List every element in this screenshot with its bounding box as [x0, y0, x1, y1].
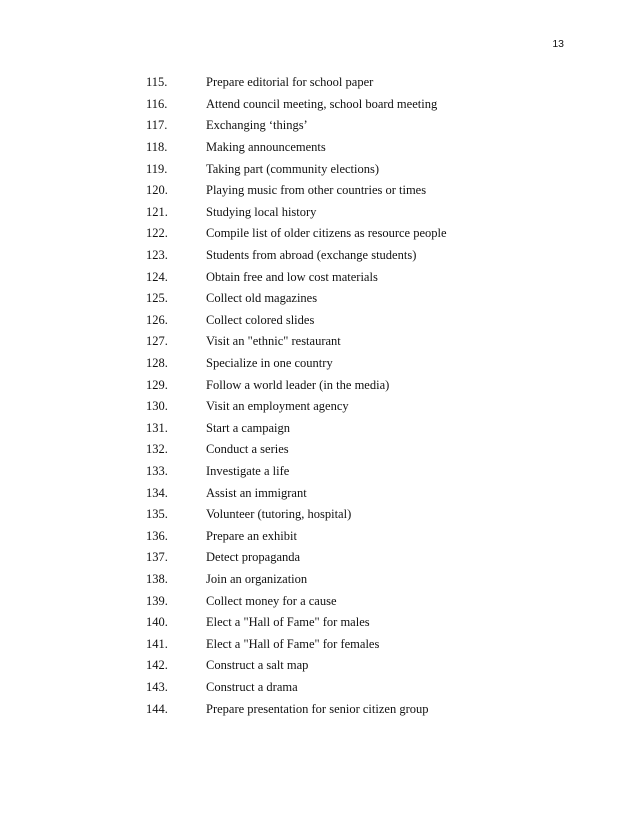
list-item [146, 94, 447, 116]
list-item-number: 124. [146, 269, 168, 284]
list-item-number: 141. [146, 636, 168, 651]
list-item-text: Students from abroad (exchange students) [206, 248, 417, 263]
list-item [146, 590, 447, 612]
list-item [146, 288, 447, 310]
list-item-number: 139. [146, 593, 168, 608]
list-item-text: Elect a "Hall of Fame" for females [206, 636, 380, 651]
list-item-number: 143. [146, 679, 168, 694]
list-item-text: Compile list of older citizens as resource people [206, 226, 447, 241]
list-item [146, 310, 447, 332]
list-item-text: Detect propaganda [206, 550, 301, 565]
list-item-text: Collect colored slides [206, 312, 315, 327]
list-item-number: 131. [146, 420, 168, 435]
list-item-text: Visit an "ethnic" restaurant [206, 334, 341, 349]
list-item-text: Studying local history [206, 204, 317, 219]
list-item-number: 136. [146, 528, 168, 543]
list-item-text: Start a campaign [206, 420, 290, 435]
list-item-number: 118. [146, 140, 168, 155]
list-item-text: Conduct a series [206, 442, 289, 457]
list-item-number: 125. [146, 291, 168, 306]
list-item-number: 120. [146, 183, 168, 198]
list-item-text: Exchanging ‘things’ [206, 118, 308, 133]
list-item [146, 461, 447, 483]
list-item [146, 547, 447, 569]
list-item-number: 130. [146, 399, 168, 414]
list-item-number: 129. [146, 377, 168, 392]
list-item-number: 122. [146, 226, 168, 241]
list-item [146, 158, 447, 180]
list-item-number: 133. [146, 463, 168, 478]
list-item-text: Playing music from other countries or times [206, 183, 427, 198]
list-item [146, 331, 447, 353]
list-item [146, 439, 447, 461]
list-item-text: Prepare presentation for senior citizen group [206, 701, 429, 716]
list-item [146, 677, 447, 699]
list-item-number: 140. [146, 615, 168, 630]
list-item [146, 396, 447, 418]
list-item-text: Elect a "Hall of Fame" for males [206, 615, 370, 630]
list-item-number: 115. [146, 75, 168, 90]
list-item-number: 128. [146, 356, 168, 371]
list-item-number: 117. [146, 118, 168, 133]
list-item-number: 121. [146, 204, 168, 219]
list-item [146, 612, 447, 634]
list-item-text: Follow a world leader (in the media) [206, 377, 390, 392]
list-item-number: 116. [146, 96, 168, 111]
list-item-text: Attend council meeting, school board meeting [206, 96, 438, 111]
list-item [146, 374, 447, 396]
page-number: 13 [552, 38, 564, 50]
list-item-text: Taking part (community elections) [206, 161, 380, 176]
list-item-text: Prepare an exhibit [206, 528, 297, 543]
list-item-text: Construct a salt map [206, 658, 309, 673]
list-item-text: Collect money for a cause [206, 593, 337, 608]
list-item-number: 126. [146, 312, 168, 327]
list-item-number: 137. [146, 550, 168, 565]
list-item-number: 134. [146, 485, 168, 500]
list-item [146, 418, 447, 440]
list-item-number: 138. [146, 571, 168, 586]
list-item-number: 135. [146, 507, 168, 522]
list-item-number: 142. [146, 658, 168, 673]
list-item-text: Construct a drama [206, 679, 298, 694]
list-item-number: 119. [146, 161, 168, 176]
list-item-text: Investigate a life [206, 463, 290, 478]
list-item [146, 525, 447, 547]
list-item-text: Assist an immigrant [206, 485, 307, 500]
list-item-text: Making announcements [206, 140, 326, 155]
list-item [146, 72, 447, 94]
list-item-text: Volunteer (tutoring, hospital) [206, 507, 352, 522]
list-item [146, 504, 447, 526]
list-item-number: 127. [146, 334, 168, 349]
list-item-number: 144. [146, 701, 168, 716]
list-item-text: Prepare editorial for school paper [206, 75, 374, 90]
list-item-text: Join an organization [206, 571, 308, 586]
list-item [146, 137, 447, 159]
list-item [146, 569, 447, 591]
list-item [146, 180, 447, 202]
list-item-text: Obtain free and low cost materials [206, 269, 378, 284]
list-item [146, 353, 447, 375]
list-item-number: 132. [146, 442, 168, 457]
list-item [146, 482, 447, 504]
list-item [146, 223, 447, 245]
list-item [146, 266, 447, 288]
list-item-text: Specialize in one country [206, 356, 333, 371]
list-item-number: 123. [146, 248, 168, 263]
list-item [146, 633, 447, 655]
list-item [146, 655, 447, 677]
list-item [146, 698, 447, 720]
activity-list [146, 72, 447, 720]
list-item [146, 202, 447, 224]
list-item-text: Visit an employment agency [206, 399, 349, 414]
list-item [146, 245, 447, 267]
list-item [146, 115, 447, 137]
list-item-text: Collect old magazines [206, 291, 318, 306]
